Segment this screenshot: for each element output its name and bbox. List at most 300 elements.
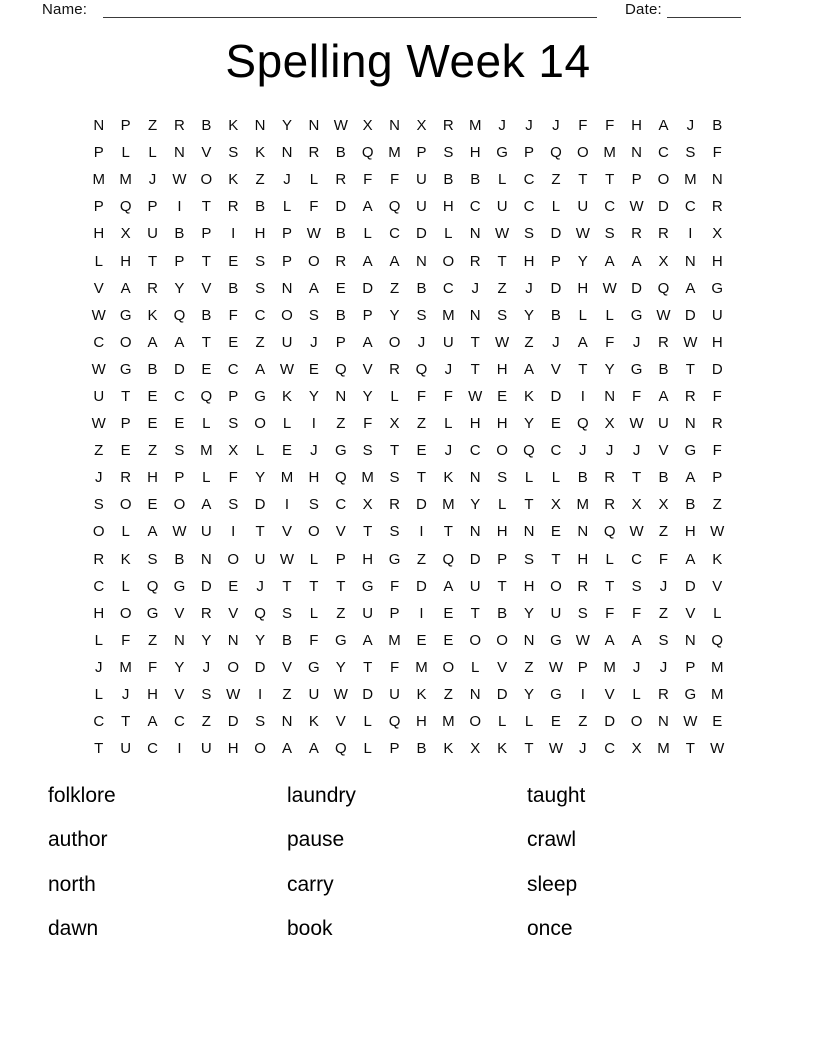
grid-letter: P — [389, 740, 400, 758]
grid-letter: C — [523, 171, 535, 189]
grid-letter: W — [629, 523, 644, 541]
word-item: book — [287, 916, 333, 940]
grid-letter: E — [228, 333, 239, 351]
grid-letter: W — [710, 740, 725, 758]
grid-letter: C — [631, 550, 642, 568]
grid-letter: C — [658, 144, 669, 162]
grid-letter: D — [684, 577, 696, 595]
grid-letter: A — [443, 577, 454, 595]
grid-letter: E — [550, 415, 561, 433]
grid-letter: W — [172, 523, 187, 541]
grid-letter: Z — [497, 279, 507, 297]
grid-letter: A — [658, 387, 669, 405]
grid-letter: X — [604, 415, 615, 433]
grid-letter: Q — [119, 198, 132, 216]
grid-letter: W — [279, 550, 295, 568]
grid-letter: M — [684, 171, 697, 189]
grid-letter: W — [495, 225, 510, 243]
grid-letter: H — [227, 740, 239, 758]
grid-letter: G — [550, 631, 562, 649]
grid-letter: L — [578, 306, 587, 324]
grid-letter: C — [147, 740, 158, 758]
grid-letter: S — [416, 306, 427, 324]
grid-letter: C — [684, 198, 696, 216]
grid-letter: J — [283, 171, 291, 189]
grid-letter: L — [255, 442, 265, 460]
grid-letter: L — [524, 469, 534, 487]
grid-letter: H — [254, 225, 266, 243]
grid-letter: W — [333, 686, 348, 704]
grid-letter: D — [711, 360, 723, 378]
grid-letter: K — [524, 387, 535, 405]
grid-letter: B — [335, 225, 346, 243]
grid-letter: J — [95, 658, 103, 676]
grid-letter: I — [419, 523, 424, 541]
grid-letter: L — [363, 225, 372, 243]
grid-letter: A — [147, 523, 158, 541]
grid-letter: N — [658, 713, 669, 731]
grid-letter: B — [712, 117, 723, 135]
grid-letter: S — [147, 550, 158, 568]
grid-letter: L — [121, 523, 130, 541]
grid-letter: Y — [577, 252, 588, 270]
grid-letter: T — [201, 333, 211, 351]
grid-letter: S — [228, 496, 239, 514]
grid-letter: N — [200, 550, 212, 568]
grid-letter: N — [684, 415, 696, 433]
word-list-column — [48, 774, 287, 951]
grid-letter: I — [231, 523, 236, 541]
grid-letter: T — [524, 496, 534, 514]
grid-letter: B — [550, 306, 561, 324]
grid-letter: F — [416, 387, 427, 405]
grid-letter: L — [363, 740, 372, 758]
grid-letter: D — [200, 577, 212, 595]
grid-letter: Q — [550, 144, 562, 162]
grid-letter: C — [469, 442, 481, 460]
grid-letter: H — [577, 279, 589, 297]
grid-letter: J — [632, 333, 641, 351]
grid-letter: B — [255, 198, 266, 216]
grid-letter: O — [469, 713, 482, 731]
grid-letter: I — [177, 198, 182, 216]
grid-letter: L — [309, 550, 319, 568]
name-label: Name: — [42, 1, 88, 18]
grid-letter: G — [711, 279, 724, 297]
grid-letter: T — [201, 252, 211, 270]
grid-letter: A — [577, 333, 588, 351]
grid-letter: L — [363, 713, 372, 731]
grid-letter: E — [497, 387, 508, 405]
grid-letter: E — [416, 442, 427, 460]
grid-letter: Q — [334, 469, 347, 487]
grid-letter: U — [120, 740, 132, 758]
grid-letter: B — [147, 360, 158, 378]
grid-letter: J — [202, 658, 211, 676]
grid-letter: Z — [147, 442, 158, 460]
grid-letter: K — [308, 713, 319, 731]
grid-letter: O — [442, 658, 455, 676]
grid-letter: J — [471, 279, 479, 297]
grid-letter: O — [92, 523, 105, 541]
grid-letter: S — [255, 713, 266, 731]
grid-letter: V — [201, 144, 212, 162]
grid-letter: T — [470, 333, 480, 351]
grid-letter: P — [712, 469, 723, 487]
grid-letter: S — [281, 604, 292, 622]
grid-letter: E — [174, 415, 185, 433]
grid-letter: W — [548, 658, 563, 676]
grid-letter: J — [552, 117, 560, 135]
grid-letter: M — [442, 713, 455, 731]
grid-letter: U — [416, 198, 427, 216]
grid-letter: T — [578, 171, 588, 189]
grid-letter: B — [658, 469, 669, 487]
grid-letter: N — [469, 523, 481, 541]
grid-letter: T — [605, 577, 615, 595]
grid-letter: B — [335, 144, 346, 162]
grid-letter: L — [121, 144, 130, 162]
grid-letter: P — [281, 225, 292, 243]
grid-letter: H — [496, 523, 508, 541]
grid-letter: W — [91, 360, 106, 378]
grid-letter: V — [685, 604, 696, 622]
grid-letter: I — [688, 225, 693, 243]
grid-letter: J — [256, 577, 264, 595]
grid-letter: A — [120, 279, 131, 297]
grid-letter: G — [630, 306, 643, 324]
grid-letter: F — [712, 387, 722, 405]
grid-letter: F — [605, 604, 615, 622]
grid-letter: B — [497, 604, 508, 622]
grid-letter: V — [712, 577, 723, 595]
grid-letter: W — [710, 523, 725, 541]
grid-letter: P — [281, 252, 292, 270]
grid-letter: W — [575, 631, 590, 649]
grid-letter: O — [496, 631, 508, 649]
grid-letter: K — [416, 686, 427, 704]
grid-letter: R — [93, 550, 105, 568]
grid-letter: L — [471, 658, 480, 676]
grid-letter: J — [310, 333, 318, 351]
grid-letter: Y — [524, 415, 535, 433]
grid-letter: H — [442, 198, 454, 216]
grid-letter: F — [578, 117, 588, 135]
grid-letter: O — [119, 604, 132, 622]
grid-letter: V — [281, 523, 292, 541]
grid-letter: P — [93, 198, 104, 216]
grid-letter: V — [550, 360, 561, 378]
grid-letter: L — [605, 550, 614, 568]
grid-letter: B — [201, 117, 212, 135]
grid-letter: O — [173, 496, 186, 514]
grid-letter: G — [308, 658, 320, 676]
grid-letter: J — [579, 740, 587, 758]
grid-letter: S — [174, 442, 185, 460]
grid-letter: G — [550, 686, 562, 704]
grid-letter: Y — [335, 658, 346, 676]
grid-letter: W — [629, 198, 644, 216]
grid-letter: J — [525, 279, 533, 297]
grid-letter: H — [496, 360, 508, 378]
grid-letter: I — [580, 387, 585, 405]
grid-letter: F — [228, 306, 238, 324]
grid-letter: J — [417, 333, 426, 351]
grid-letter: R — [120, 469, 132, 487]
grid-letter: C — [469, 198, 481, 216]
grid-letter: Z — [578, 713, 588, 731]
grid-letter: C — [93, 713, 105, 731]
grid-letter: N — [416, 252, 427, 270]
grid-letter: B — [470, 171, 481, 189]
grid-letter: E — [443, 604, 454, 622]
grid-letter: U — [93, 387, 105, 405]
grid-letter: N — [281, 144, 293, 162]
grid-letter: N — [684, 631, 696, 649]
grid-letter: S — [362, 442, 373, 460]
grid-letter: E — [443, 631, 454, 649]
grid-letter: O — [308, 252, 320, 270]
grid-letter: R — [658, 686, 669, 704]
grid-letter: R — [604, 469, 616, 487]
grid-letter: M — [280, 469, 294, 487]
grid-letter: W — [575, 225, 590, 243]
grid-letter: X — [658, 496, 669, 514]
grid-letter: Q — [711, 631, 724, 649]
grid-letter: G — [119, 306, 132, 324]
grid-letter: R — [711, 198, 723, 216]
grid-letter: G — [361, 577, 374, 595]
grid-letter: F — [631, 387, 642, 405]
grid-letter: S — [524, 550, 535, 568]
grid-letter: E — [281, 442, 292, 460]
grid-letter: F — [228, 469, 238, 487]
grid-letter: D — [550, 225, 562, 243]
grid-letter: Z — [389, 279, 400, 297]
grid-letter: T — [201, 198, 211, 216]
grid-letter: L — [524, 713, 534, 731]
grid-letter: L — [444, 415, 453, 433]
grid-letter: D — [227, 713, 239, 731]
grid-letter: N — [631, 144, 642, 162]
grid-letter: K — [147, 306, 158, 324]
grid-letter: V — [604, 686, 615, 704]
grid-letter: P — [550, 252, 561, 270]
grid-letter: S — [577, 604, 588, 622]
grid-letter: L — [713, 604, 722, 622]
grid-letter: N — [174, 631, 185, 649]
grid-letter: C — [604, 740, 616, 758]
grid-letter: T — [605, 171, 615, 189]
grid-letter: A — [201, 496, 212, 514]
grid-letter: R — [389, 360, 400, 378]
grid-letter: T — [282, 577, 292, 595]
grid-letter: K — [712, 550, 723, 568]
word-item: sleep — [527, 872, 578, 896]
grid-letter: R — [308, 144, 320, 162]
grid-letter: Q — [523, 442, 535, 460]
grid-letter: Z — [416, 415, 427, 433]
grid-letter: O — [200, 171, 213, 189]
grid-letter: K — [443, 469, 454, 487]
grid-letter: U — [147, 225, 158, 243]
name-blank-line — [103, 17, 597, 18]
grid-letter: M — [92, 171, 105, 189]
grid-letter: R — [200, 604, 212, 622]
grid-letter: J — [686, 117, 695, 135]
grid-letter: Z — [94, 442, 104, 460]
grid-letter: M — [200, 442, 213, 460]
grid-letter: Z — [336, 604, 346, 622]
grid-letter: H — [362, 550, 374, 568]
grid-letter: H — [496, 415, 508, 433]
grid-letter: Y — [470, 496, 481, 514]
grid-letter: M — [603, 658, 616, 676]
grid-letter: U — [200, 740, 212, 758]
grid-letter: Z — [712, 496, 722, 514]
grid-letter: F — [147, 658, 158, 676]
grid-letter: U — [496, 198, 508, 216]
grid-letter: A — [389, 252, 400, 270]
grid-letter: P — [362, 306, 373, 324]
grid-letter: D — [362, 686, 374, 704]
grid-letter: F — [363, 415, 373, 433]
grid-letter: B — [443, 171, 454, 189]
grid-letter: M — [388, 631, 401, 649]
grid-letter: P — [174, 252, 185, 270]
grid-letter: P — [120, 117, 131, 135]
grid-letter: P — [685, 658, 696, 676]
grid-letter: H — [577, 550, 589, 568]
grid-letter: X — [362, 117, 373, 135]
grid-letter: B — [174, 225, 185, 243]
grid-letter: A — [362, 631, 373, 649]
grid-letter: H — [684, 523, 696, 541]
grid-letter: O — [254, 740, 266, 758]
grid-letter: I — [258, 686, 263, 704]
grid-letter: A — [685, 279, 696, 297]
grid-letter: R — [335, 171, 347, 189]
grid-letter: S — [443, 144, 454, 162]
grid-letter: J — [310, 442, 318, 460]
grid-letter: M — [603, 144, 616, 162]
grid-letter: B — [174, 550, 185, 568]
grid-letter: Z — [255, 171, 265, 189]
grid-letter: X — [631, 496, 642, 514]
grid-letter: K — [120, 550, 131, 568]
grid-letter: F — [605, 117, 615, 135]
grid-letter: J — [659, 577, 668, 595]
grid-letter: T — [121, 713, 131, 731]
grid-letter: Y — [308, 387, 319, 405]
grid-letter: Z — [658, 604, 669, 622]
grid-letter: O — [308, 523, 320, 541]
grid-letter: Z — [147, 117, 158, 135]
grid-letter: D — [631, 279, 642, 297]
grid-letter: L — [121, 577, 130, 595]
word-item: laundry — [287, 784, 356, 807]
grid-letter: O — [119, 333, 132, 351]
grid-letter: H — [120, 252, 132, 270]
grid-letter: M — [468, 117, 482, 135]
grid-letter: Z — [336, 415, 346, 433]
grid-letter: Y — [281, 117, 292, 135]
grid-letter: I — [419, 604, 424, 622]
grid-letter: R — [631, 225, 642, 243]
grid-letter: N — [93, 117, 105, 135]
grid-letter: Z — [282, 686, 292, 704]
grid-letter: J — [444, 360, 453, 378]
grid-letter: D — [254, 658, 266, 676]
grid-letter: O — [388, 333, 401, 351]
grid-letter: N — [469, 686, 481, 704]
grid-letter: U — [577, 198, 589, 216]
grid-letter: L — [551, 469, 561, 487]
grid-letter: Q — [254, 604, 266, 622]
grid-letter: N — [174, 144, 185, 162]
grid-letter: N — [308, 117, 320, 135]
grid-letter: K — [255, 144, 266, 162]
grid-letter: O — [657, 171, 670, 189]
grid-letter: J — [632, 658, 641, 676]
grid-letter: Z — [524, 658, 534, 676]
grid-letter: Q — [361, 144, 374, 162]
grid-letter: P — [389, 604, 400, 622]
date-label: Date: — [625, 1, 662, 18]
grid-letter: R — [389, 496, 400, 514]
grid-letter: U — [416, 171, 427, 189]
grid-letter: M — [442, 496, 455, 514]
grid-letter: N — [469, 469, 481, 487]
grid-letter: U — [200, 523, 212, 541]
grid-letter: P — [228, 387, 239, 405]
grid-letter: X — [658, 252, 669, 270]
grid-letter: A — [147, 713, 158, 731]
grid-letter: I — [231, 225, 236, 243]
grid-letter: D — [416, 496, 427, 514]
grid-letter: X — [470, 740, 481, 758]
grid-letter: A — [604, 631, 615, 649]
grid-letter: L — [390, 387, 399, 405]
word-item: taught — [527, 784, 586, 807]
grid-letter: P — [335, 550, 346, 568]
grid-letter: Q — [334, 360, 347, 378]
grid-letter: W — [629, 415, 644, 433]
grid-letter: D — [335, 198, 347, 216]
grid-letter: K — [443, 740, 454, 758]
grid-letter: A — [255, 360, 266, 378]
grid-letter: H — [93, 225, 105, 243]
grid-letter: D — [550, 387, 562, 405]
grid-letter: F — [443, 387, 453, 405]
grid-letter: D — [658, 198, 669, 216]
grid-letter: J — [605, 442, 614, 460]
grid-letter: B — [685, 496, 696, 514]
grid-letter: G — [334, 442, 347, 460]
grid-letter: R — [227, 198, 239, 216]
grid-letter: W — [91, 306, 106, 324]
grid-letter: Q — [173, 306, 186, 324]
grid-letter: P — [577, 658, 588, 676]
grid-letter: L — [202, 469, 211, 487]
word-list-column — [527, 774, 768, 951]
grid-letter: Z — [524, 333, 534, 351]
grid-letter: Y — [255, 631, 266, 649]
grid-letter: J — [579, 442, 587, 460]
grid-letter: H — [147, 686, 158, 704]
grid-letter: O — [442, 252, 455, 270]
grid-letter: F — [309, 198, 319, 216]
